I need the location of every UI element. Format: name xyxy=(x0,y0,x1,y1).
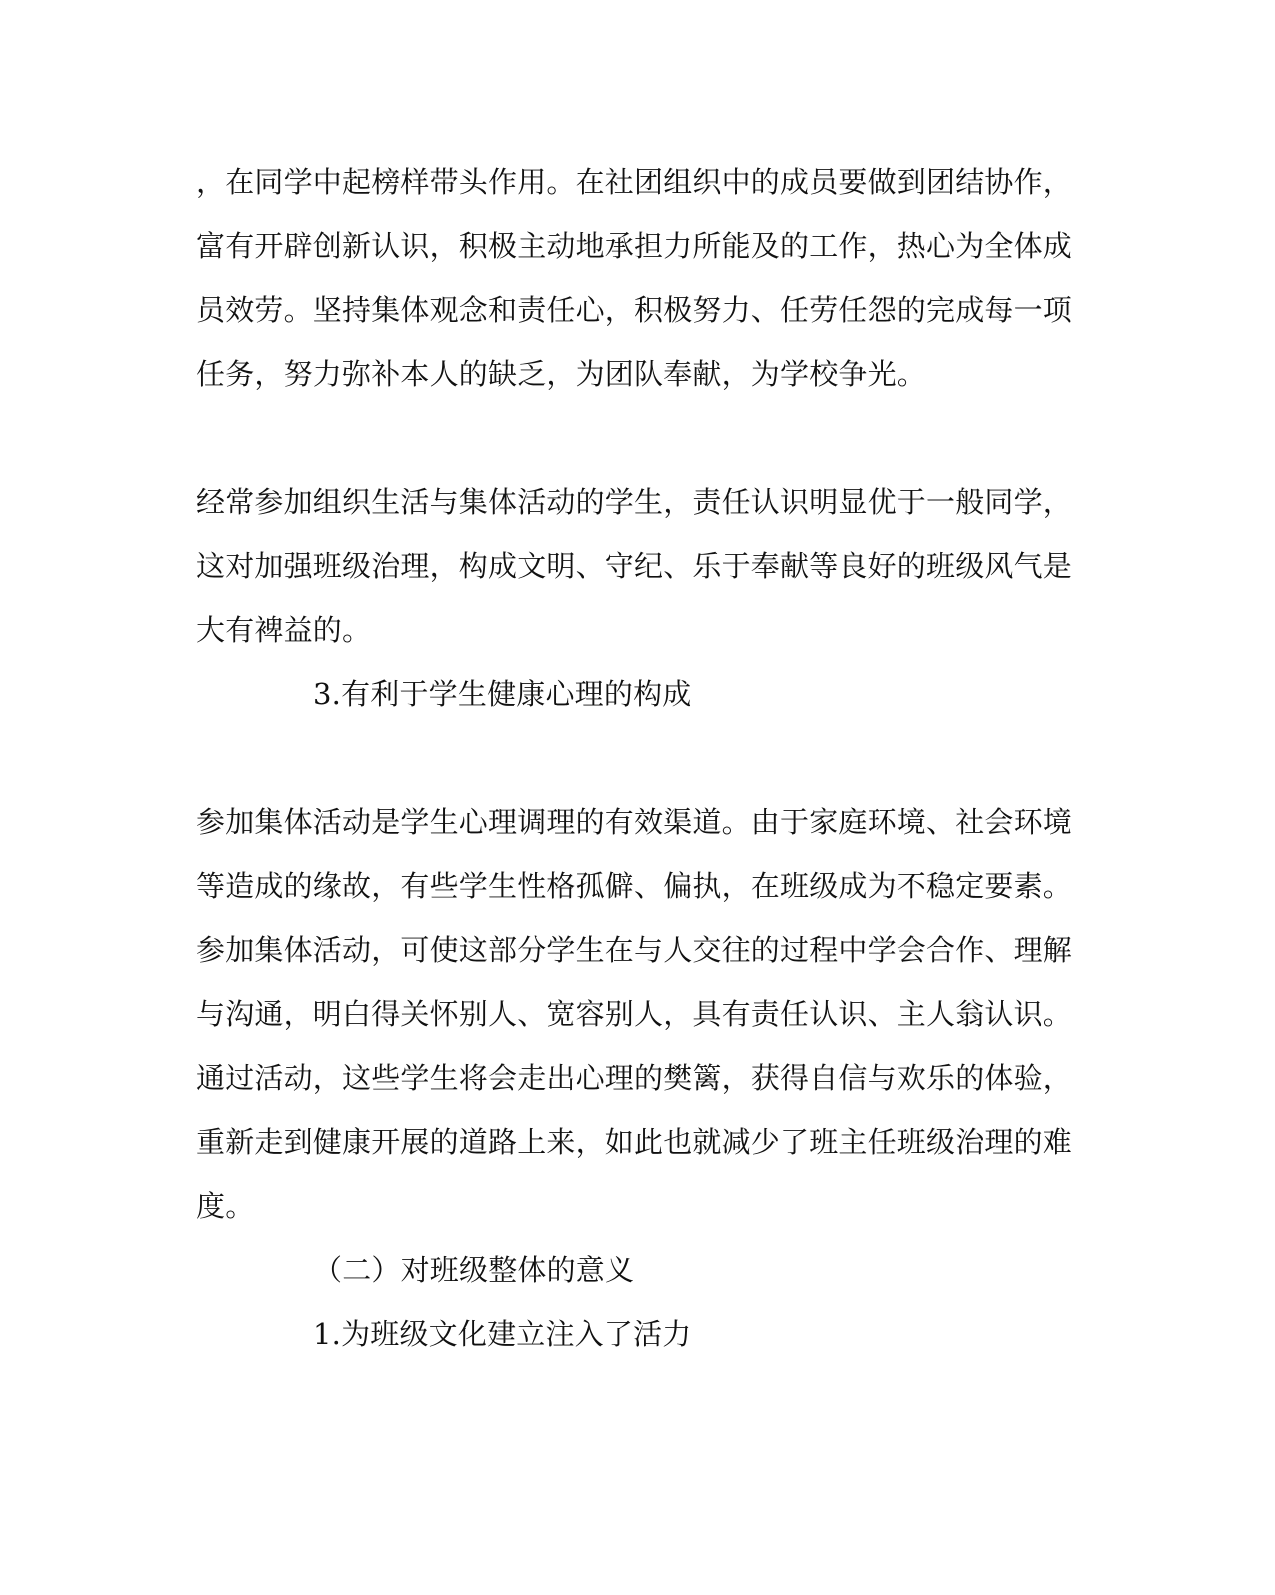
paragraph-line: 重新走到健康开展的道路上来，如此也就减少了班主任班级治理的难 xyxy=(196,1125,1073,1159)
subsection-heading: 3.有利于学生健康心理的构成 xyxy=(313,677,692,711)
paragraph-line: 通过活动，这些学生将会走出心理的樊篱，获得自信与欢乐的体验， xyxy=(196,1061,1073,1095)
paragraph-line: 富有开辟创新认识，积极主动地承担力所能及的工作，热心为全体成 xyxy=(196,229,1073,263)
subsection-heading: 1.为班级文化建立注入了活力 xyxy=(313,1317,692,1351)
paragraph-line: 经常参加组织生活与集体活动的学生，责任认识明显优于一般同学， xyxy=(196,485,1073,519)
paragraph-line: 等造成的缘故，有些学生性格孤僻、偏执，在班级成为不稳定要素。 xyxy=(196,869,1073,903)
paragraph-line: ，在同学中起榜样带头作用。在社团组织中的成员要做到团结协作， xyxy=(196,165,1073,199)
paragraph-line: 与沟通，明白得关怀别人、宽容别人，具有责任认识、主人翁认识。 xyxy=(196,997,1073,1031)
paragraph-line: 员效劳。坚持集体观念和责任心，积极努力、任劳任怨的完成每一项 xyxy=(196,293,1073,327)
paragraph-line: 参加集体活动是学生心理调理的有效渠道。由于家庭环境、社会环境 xyxy=(196,805,1073,839)
paragraph-line: 参加集体活动，可使这部分学生在与人交往的过程中学会合作、理解 xyxy=(196,933,1073,967)
paragraph-line: 度。 xyxy=(196,1189,255,1223)
paragraph-line: 任务，努力弥补本人的缺乏，为团队奉献，为学校争光。 xyxy=(196,357,927,391)
section-heading: （二）对班级整体的意义 xyxy=(313,1253,635,1287)
paragraph-line: 这对加强班级治理，构成文明、守纪、乐于奉献等良好的班级风气是 xyxy=(196,549,1073,583)
paragraph-line: 大有裨益的。 xyxy=(196,613,372,647)
